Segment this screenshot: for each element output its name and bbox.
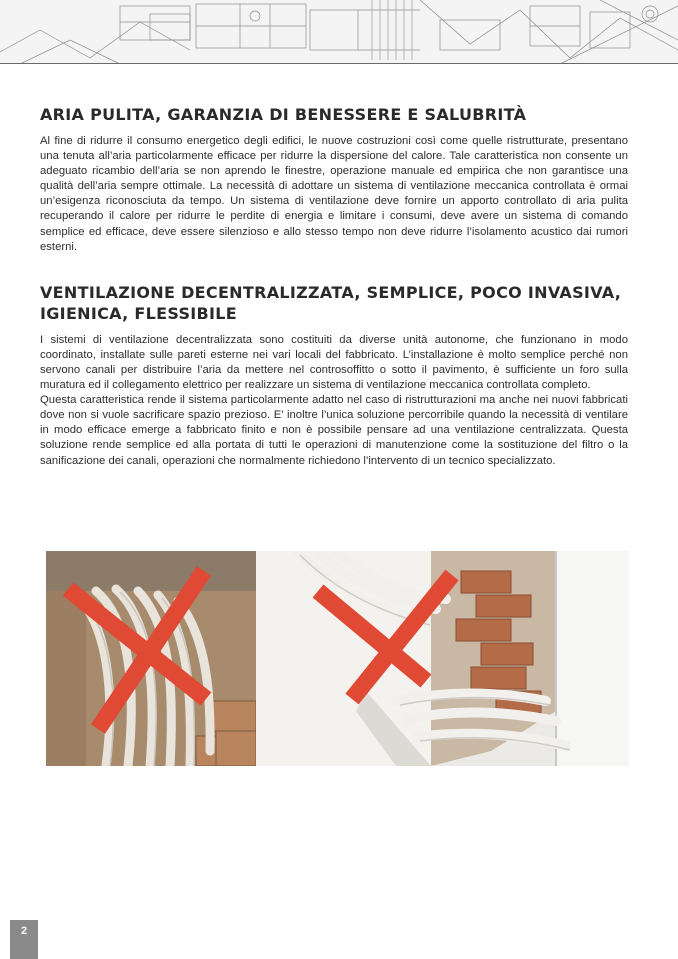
section-paragraph: Al fine di ridurre il consumo energetico degli edifici, le nuove costruzioni così come quelle ristrutturate, presentano una tenuta all’aria particolarmente efficace per ridurre la dispersione del calore. Tale caratteristica non consente un adeguato ricambio dell’aria se non aprendo le finestre, operazione manuale ed empirica che non garantisce una qualità dell’aria sempre ottimale. La necessità di adottare un sistema di ventilazione meccanica controllata è ormai un’esigenza riconosciuta da tempo. Un sistema di ventilazione deve fornire un apporto controllato di aria pulita recuperando il calore per ridurre le perdite di energia e limitare i consumi, deve avere un sistema di comando semplice ed efficace, deve essere silenzioso e allo stesso tempo non deve ridurre l’isolamento acustico dai rumori esterni. [40, 135, 628, 253]
section-heading-decentralized-ventilation: VENTILAZIONE DECENTRALIZZATA, SEMPLICE, POCO INVASIVA, IGIENICA, FLESSIBILE [40, 282, 622, 323]
section-decentralized-ventilation [40, 282, 628, 469]
photo-ducts-in-wall [46, 551, 256, 766]
header-blueprint-banner [0, 0, 678, 64]
duct-photos [46, 551, 629, 766]
section-clean-air [40, 104, 628, 255]
header-divider-line [0, 63, 678, 64]
photo-ducts-in-ceiling [256, 551, 629, 766]
section-heading-clean-air: ARIA PULITA, GARANZIA DI BENESSERE E SALUBRITÀ [40, 105, 527, 124]
blueprint-drawing [0, 0, 678, 64]
article-content [40, 104, 628, 469]
page-number-badge: 2 [10, 920, 38, 959]
section-paragraph: I sistemi di ventilazione decentralizzata sono costituiti da diverse unità autonome, che funzionano in modo coordinato, installate sulle pareti esterne nei vari locali del fabbricato. L’installazione è molto semplice perché non servono canali per distribuire l’aria da mettere nel controsoffitto o sotto il pavimento, è sufficiente un foro sulla muratura ed il collegamento elettrico per realizzare un sistema di ventilazione meccanica controllata completo. [40, 333, 628, 392]
section-paragraph: Questa caratteristica rende il sistema particolarmente adatto nel caso di ristrutturazioni ma anche nei nuovi fabbricati dove non si vuole sacrificare spazio prezioso. E’ inoltre l’unica soluzione percorribile quando la necessità di ventilare in modo efficace emerge a fabbricato finito e non è possibile pensare ad una ventilazione centralizzata. Questa soluzione rende semplice ed alla portata di tutti le operazioni di manutenzione come la sostituzione del filtro o la sanificazione dei canali, operazioni che normalmente richiedono l’intervento di un tecnico specializzato. [40, 394, 628, 467]
